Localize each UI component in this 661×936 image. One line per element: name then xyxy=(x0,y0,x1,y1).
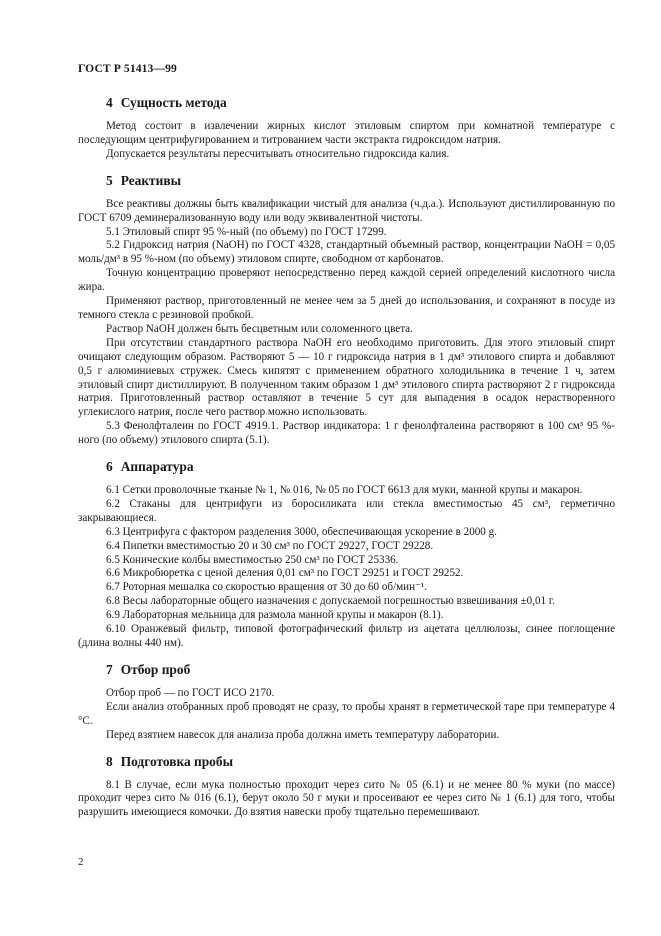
section-8 xyxy=(78,754,615,821)
paragraph: 5.1 Этиловый спирт 95 %-ный (по объему) по ГОСТ 17299. xyxy=(106,225,387,238)
section-heading xyxy=(78,173,615,189)
paragraph: Раствор NaOH должен быть бесцветным или соломенного цвета. xyxy=(106,322,413,335)
paragraph: Точную концентрацию проверяют непосредственно перед каждой серией определений кислотного числа жира. xyxy=(78,267,615,294)
section-6 xyxy=(78,459,615,651)
paragraph: 6.5 Конические колбы вместимостью 250 см³ по ГОСТ 25336. xyxy=(106,553,399,566)
paragraph: 6.6 Микробюретка с ценой деления 0,01 см³ по ГОСТ 29251 и ГОСТ 29252. xyxy=(106,567,464,580)
section-heading xyxy=(78,95,615,111)
document-body xyxy=(78,95,615,831)
section-title: Реактивы xyxy=(120,172,182,188)
paragraph: Метод состоит в извлечении жирных кислот этиловым спиртом при комнатной температуре с последующим центрифугированием и титрованием части экстракта гидроксидом натрия. xyxy=(78,120,615,146)
section-number: 5 xyxy=(106,172,113,188)
section-heading xyxy=(78,459,615,475)
paragraph: 6.7 Роторная мешалка со скоростью вращения от 30 до 60 об/мин⁻¹. xyxy=(106,581,428,594)
page-number: 2 xyxy=(78,856,84,868)
section-title: Подготовка пробы xyxy=(120,753,234,769)
paragraph: 5.3 Фенолфталеин по ГОСТ 4919.1. Раствор индикатора: 1 г фенолфталеина растворяют в 100 см³ 95 %-ного (по объему) этилового спирта (5.1). xyxy=(78,420,615,447)
section-4 xyxy=(78,95,615,162)
paragraph: 6.1 Сетки проволочные тканые № 1, № 016, № 05 по ГОСТ 6613 для муки, манной крупы и макарон. xyxy=(106,484,583,497)
paragraph: Перед взятием навесок для анализа проба должна иметь температуру лаборатории. xyxy=(106,728,500,741)
paragraph: Отбор проб — по ГОСТ ИСО 2170. xyxy=(106,686,275,699)
paragraph: 6.10 Оранжевый фильтр, типовой фотографический фильтр из ацетата целлюлозы, синее поглощение (длина волны 440 нм). xyxy=(78,623,615,649)
paragraph: 6.8 Весы лабораторные общего назначения с допускаемой погрешностью взвешивания ±0,01 г. xyxy=(106,595,555,608)
paragraph: Все реактивы должны быть квалификации чистый для анализа (ч.д.а.). Используют дистиллированную по ГОСТ 6709 деминерализованную воду или воду эквивалентной чистоты. xyxy=(78,197,615,224)
paragraph: 6.3 Центрифуга с фактором разделения 3000, обеспечивающая ускорение в 2000 g. xyxy=(106,525,497,538)
paragraph: Если анализ отобранных проб проводят не сразу, то пробы хранят в герметической таре при температуре 4 °С. xyxy=(78,700,615,727)
section-number: 4 xyxy=(106,95,113,110)
section-7 xyxy=(78,662,615,743)
section-number: 8 xyxy=(106,753,113,769)
paragraph: 5.2 Гидроксид натрия (NaOH) по ГОСТ 4328, стандартный объемный раствор, концентрации NaOH = 0,05 моль/дм³ в 95 %-ном (по объему) этиловом спирте, свободном от карбонатов. xyxy=(78,239,615,266)
section-heading xyxy=(78,754,615,770)
paragraph: Допускается результаты пересчитывать относительно гидроксида калия. xyxy=(106,147,450,160)
paragraph: Применяют раствор, приготовленный не менее чем за 5 дней до использования, и сохраняют в посуде из темного стекла с резиновой пробкой. xyxy=(78,295,615,321)
section-title: Сущность метода xyxy=(120,95,227,110)
paragraph: 6.4 Пипетки вместимостью 20 и 30 см³ по ГОСТ 29227, ГОСТ 29228. xyxy=(106,539,434,552)
section-title: Отбор проб xyxy=(120,661,191,677)
paragraph: При отсутствии стандартного раствора NaOH его необходимо приготовить. Для этого этиловый спирт очищают следующим образом. Растворяют 5 — 10 г гидроксида натрия в 1 дм³ этилового спирта и добавляют 0,5 г алюминиевых стружек. Смесь кипятят с применением обратного холодильника в течение 1 ч, затем этиловый спирт дистиллируют. В полученном таким образом 1 дм³ этилового спирта растворяют 2 г гидроксида натрия. Приготовленный раствор оставляют в течение 5 сут для выпадения в осадок нерастворенного углекислого натрия, после чего раствор можно использовать. xyxy=(78,336,615,419)
section-heading xyxy=(78,662,615,678)
document-header: ГОСТ Р 51413—99 xyxy=(78,62,177,75)
paragraph: 8.1 В случае, если мука полностью проходит через сито № 05 (6.1) и не менее 80 % муки (по массе) проходит через сито № 016 (6.1), берут около 50 г муки и просеивают ее через сито № 1 (6.1) для того, чтобы разрушить имеющиеся комочки. До взятия навески пробу тщательно перемешивают. xyxy=(78,778,615,819)
paragraph: 6.9 Лабораторная мельница для размола манной крупы и макарон (8.1). xyxy=(106,609,444,622)
section-5 xyxy=(78,173,615,448)
paragraph: 6.2 Стаканы для центрифуги из боросиликата или стекла вместимостью 45 см³, герметично закрывающиеся. xyxy=(78,497,615,524)
section-number: 6 xyxy=(106,459,113,475)
section-number: 7 xyxy=(106,661,113,677)
section-title: Аппаратура xyxy=(120,459,194,475)
